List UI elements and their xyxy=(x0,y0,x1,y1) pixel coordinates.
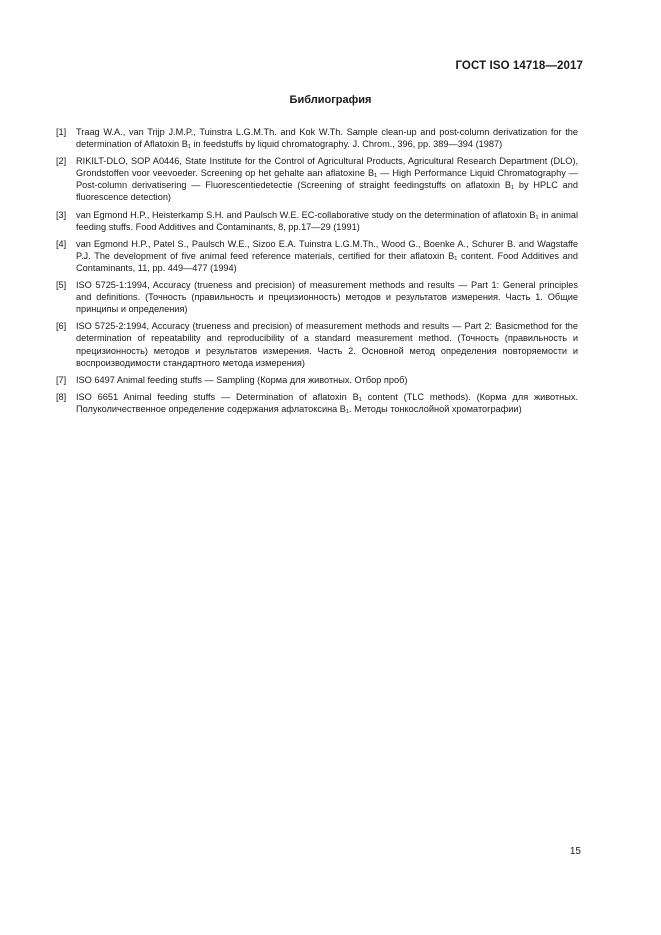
reference-text: van Egmond H.P., Heisterkamp S.H. and Paulsch W.E. EC-collaborative study on the determination of aflatoxin B₁ in animal feeding stuffs. Food Additives and Contaminants, 8, pp.17—29 (1991) xyxy=(76,209,578,232)
reference-number: [4] xyxy=(56,238,67,249)
reference-number: [8] xyxy=(56,391,67,402)
reference-item xyxy=(56,279,578,315)
reference-number: [3] xyxy=(56,209,67,220)
reference-number: [1] xyxy=(56,127,67,137)
reference-number: [5] xyxy=(56,280,67,291)
reference-number: [2] xyxy=(56,156,67,167)
reference-text: ISO 6651 Animal feeding stuffs — Determination of aflatoxin B₁ content (TLC methods). (Корма для животных. Полуколичественное определение содержания афлатоксина B₁. Методы тонкослойной хроматографии) xyxy=(76,391,578,414)
reference-text: ISO 5725-1:1994, Accuracy (trueness and precision) of measurement methods and results — Part 1: General principles and definitions. (Точность (правильность и прецизионность) методов и результатов измерения. Часть 1. Общие принципы и определения) xyxy=(76,280,578,315)
reference-item xyxy=(56,126,578,150)
reference-item xyxy=(56,391,578,415)
reference-text: ISO 5725-2:1994, Accuracy (trueness and precision) of measurement methods and results — Part 2: Basicmethod for the determination of repeatability and reproducibility of a standard measurement method. (Точность (правильность и прецизионность) методов и результатов измерения. Часть 2. Основной метод определения повторяемости и воспроизводимости стандартного метода измерения) xyxy=(76,321,578,368)
reference-text: Traag W.A., van Trijp J.M.P., Tuinstra L.G.M.Th. and Kok W.Th. Sample clean-up and post-column derivatization for the determination of Aflatoxin B₁ in feedstuffs by liquid chromatography. J. Chrom., 396, pp. 389—394 (1987) xyxy=(76,127,578,150)
bibliography-list xyxy=(56,126,578,420)
section-title: Библиография xyxy=(289,94,372,106)
reference-item xyxy=(56,209,578,233)
reference-text: ISO 6497 Animal feeding stuffs — Sampling (Корма для животных. Отбор проб) xyxy=(76,374,408,385)
reference-item xyxy=(56,374,578,386)
standard-designation: ГОСТ ISO 14718—2017 xyxy=(455,60,583,72)
reference-text: RIKILT-DLO, SOP A0446, State Institute for the Control of Agricultural Products, Agricultural Research Department (DLO), Grondstoffen voor veevoeder. Screening op het gehalte aan aflatoxine B₁ — High Performance Liquid Chromatography — Post-column derivatisering — Fluorescentiedetectie (Screening of straight feedingstuffs on aflatoxin B₁ by HPLC and fluorescence detection) xyxy=(76,156,578,203)
reference-item xyxy=(56,155,578,203)
reference-text: van Egmond H.P., Patel S., Paulsch W.E., Sizoo E.A. Tuinstra L.G.M.Th., Wood G., Boenke A., Schurer B. and Wagstaffe P.J. The development of five animal feed reference materials, certified for their aflatoxin B₁ content. Food Additives and Contaminants, 11, pp. 449—477 (1994) xyxy=(76,238,578,273)
reference-item xyxy=(56,238,578,274)
reference-number: [6] xyxy=(56,321,67,332)
reference-item xyxy=(56,320,578,368)
reference-number: [7] xyxy=(56,374,67,385)
page-number: 15 xyxy=(569,846,581,857)
